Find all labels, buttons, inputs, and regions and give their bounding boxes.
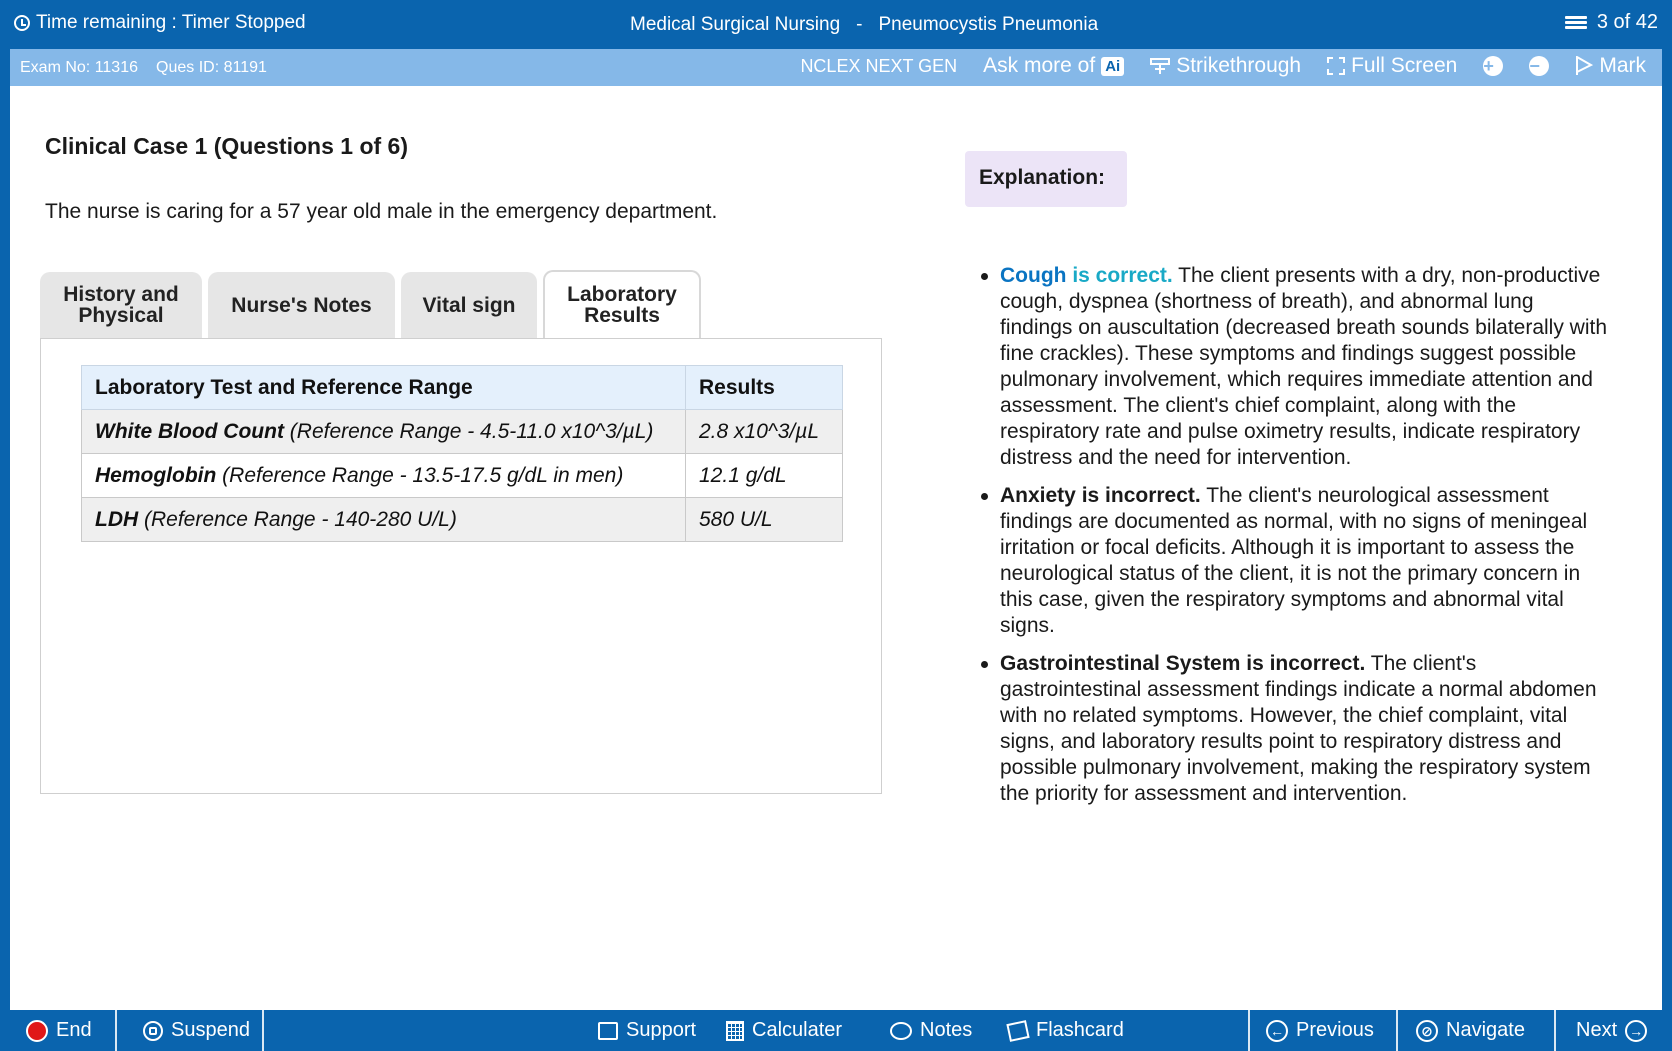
divider [262, 1010, 264, 1051]
top-bar [0, 0, 1672, 49]
keyword: Anxiety is incorrect. [1000, 484, 1201, 507]
stack-icon [1565, 16, 1587, 30]
table-row [82, 410, 843, 454]
strikethrough-label: Strikethrough [1176, 54, 1302, 77]
tab-panel [40, 338, 882, 794]
explanation-list [980, 263, 1610, 819]
next-button[interactable] [1576, 1010, 1647, 1051]
next-label: Next [1576, 1019, 1618, 1041]
divider [1554, 1010, 1556, 1051]
end-button[interactable] [26, 1010, 92, 1051]
column-header-results: Results [686, 366, 843, 410]
support-label: Support [626, 1019, 697, 1041]
support-icon [598, 1022, 618, 1040]
mark-label: Mark [1599, 54, 1646, 77]
exam-title [630, 14, 1098, 36]
tab-label: Physical [78, 304, 164, 327]
column-header-test: Laboratory Test and Reference Range [82, 366, 686, 410]
flashcard-icon [1006, 1020, 1029, 1042]
arrow-right-icon: → [1625, 1020, 1647, 1042]
tab-vital-sign[interactable] [401, 272, 537, 338]
right-border [1662, 49, 1672, 1010]
notes-label: Notes [920, 1019, 973, 1041]
keyword-status: is correct. [1066, 264, 1173, 287]
keyword: Gastrointestinal System is incorrect. [1000, 652, 1366, 675]
reference-range: (Reference Range - 13.5-17.5 g/dL in men) [216, 463, 624, 487]
previous-label: Previous [1296, 1019, 1374, 1041]
clock-icon [14, 15, 30, 31]
zoom-in-button[interactable]: + [1483, 56, 1503, 76]
case-tabs [40, 272, 701, 338]
ask-ai-button[interactable] [983, 54, 1124, 78]
flashcard-button[interactable] [1008, 1010, 1124, 1051]
test-cell [82, 498, 686, 542]
question-id: Ques ID: 81191 [156, 59, 267, 76]
tab-label: History and [63, 283, 179, 306]
tab-history-physical[interactable] [40, 272, 202, 338]
mark-button[interactable] [1575, 54, 1646, 78]
reference-range: (Reference Range - 4.5-11.0 x10^3/µL) [283, 419, 654, 443]
lab-results-table [81, 365, 843, 542]
tab-laboratory-results[interactable] [543, 270, 701, 338]
navigate-button[interactable] [1416, 1010, 1525, 1051]
question-counter [1565, 11, 1658, 34]
explanation-label: Explanation: [965, 151, 1127, 207]
divider [1396, 1010, 1398, 1051]
tab-label: Vital sign [422, 293, 516, 317]
stop-icon [26, 1020, 48, 1042]
divider [115, 1010, 117, 1051]
result-cell: 12.1 g/dL [686, 454, 843, 498]
explanation-text: The client presents with a dry, non-productive cough, dyspnea (shortness of breath), and abnormal lung findings on auscultation (decreased breath sounds bilaterally with fine crackles). These symptoms and findings suggest possible pulmonary involvement, which requires immediate attention and assessment. The client's chief complaint, along with the respiratory rate and pulse oximetry results, indicate respiratory distress and the need for intervention. [1000, 264, 1608, 469]
compass-icon: ⊘ [1416, 1020, 1438, 1042]
full-screen-label: Full Screen [1351, 54, 1458, 77]
end-label: End [56, 1019, 92, 1041]
calculator-icon [726, 1021, 744, 1041]
case-stem: The nurse is caring for a 57 year old male in the emergency department. [45, 200, 718, 223]
toolbar [10, 49, 1662, 86]
pause-icon [143, 1021, 163, 1041]
case-title: Clinical Case 1 (Questions 1 of 6) [45, 133, 408, 159]
keyword: Cough [1000, 264, 1067, 287]
list-item [980, 651, 1610, 807]
tab-label: Results [584, 304, 660, 327]
explanation-text: The client's gastrointestinal assessment findings indicate a normal abdomen with no related symptoms. However, the chief complaint, vital signs, and laboratory results point to respiratory distress and possible pulmonary involvement, making the respiratory system the priority for assessment and intervention. [1000, 652, 1597, 805]
suspend-label: Suspend [171, 1019, 250, 1041]
nclex-label: NCLEX NEXT GEN [800, 55, 958, 76]
tab-label: Laboratory [567, 283, 677, 306]
test-name: Hemoglobin [95, 463, 217, 487]
timer-label: Time remaining : Timer Stopped [36, 12, 306, 33]
test-name: LDH [95, 507, 139, 531]
result-cell: 2.8 x10^3/µL [686, 410, 843, 454]
explanation-text: The client's neurological assessment findings are documented as normal, with no signs of meningeal irritation or focal deficits. Although it is important to assess the neurological status of the client, it is not the primary concern in this case, given the respiratory symptoms and abnormal vital signs. [1000, 484, 1588, 637]
test-cell [82, 454, 686, 498]
suspend-button[interactable] [143, 1010, 250, 1051]
ai-icon: Ai [1101, 57, 1124, 76]
list-item [980, 263, 1610, 471]
left-border [0, 49, 10, 1010]
title-separator: - [856, 14, 863, 35]
tab-label: Nurse's Notes [231, 293, 372, 317]
support-button[interactable] [598, 1010, 696, 1051]
strikethrough-icon [1150, 57, 1170, 75]
table-header-row [82, 366, 843, 410]
notes-button[interactable] [890, 1010, 972, 1051]
flashcard-label: Flashcard [1036, 1019, 1124, 1041]
topic-title: Pneumocystis Pneumonia [878, 14, 1099, 35]
strikethrough-button[interactable] [1150, 54, 1301, 78]
test-cell [82, 410, 686, 454]
navigate-label: Navigate [1446, 1019, 1525, 1041]
full-screen-button[interactable] [1327, 54, 1457, 78]
ask-more-label: Ask more of [983, 54, 1096, 77]
tab-nurses-notes[interactable] [208, 272, 395, 338]
arrow-left-icon: ← [1266, 1020, 1288, 1042]
list-item [980, 483, 1610, 639]
result-cell: 580 U/L [686, 498, 843, 542]
calculator-button[interactable] [726, 1010, 842, 1051]
table-row [82, 498, 843, 542]
progress-text: 3 of 42 [1596, 11, 1658, 33]
expand-icon [1327, 57, 1345, 75]
flag-icon [1575, 56, 1593, 76]
chat-icon [890, 1022, 912, 1040]
test-name: White Blood Count [95, 419, 284, 443]
reference-range: (Reference Range - 140-280 U/L) [138, 507, 457, 531]
exam-number: Exam No: 11316 [20, 59, 138, 76]
zoom-out-button[interactable]: − [1529, 56, 1549, 76]
calculator-label: Calculater [752, 1019, 843, 1041]
divider [1248, 1010, 1250, 1051]
subject-title: Medical Surgical Nursing [630, 14, 841, 35]
bottom-bar [0, 1010, 1672, 1051]
timer [14, 12, 306, 34]
previous-button[interactable] [1266, 1010, 1374, 1051]
table-row [82, 454, 843, 498]
